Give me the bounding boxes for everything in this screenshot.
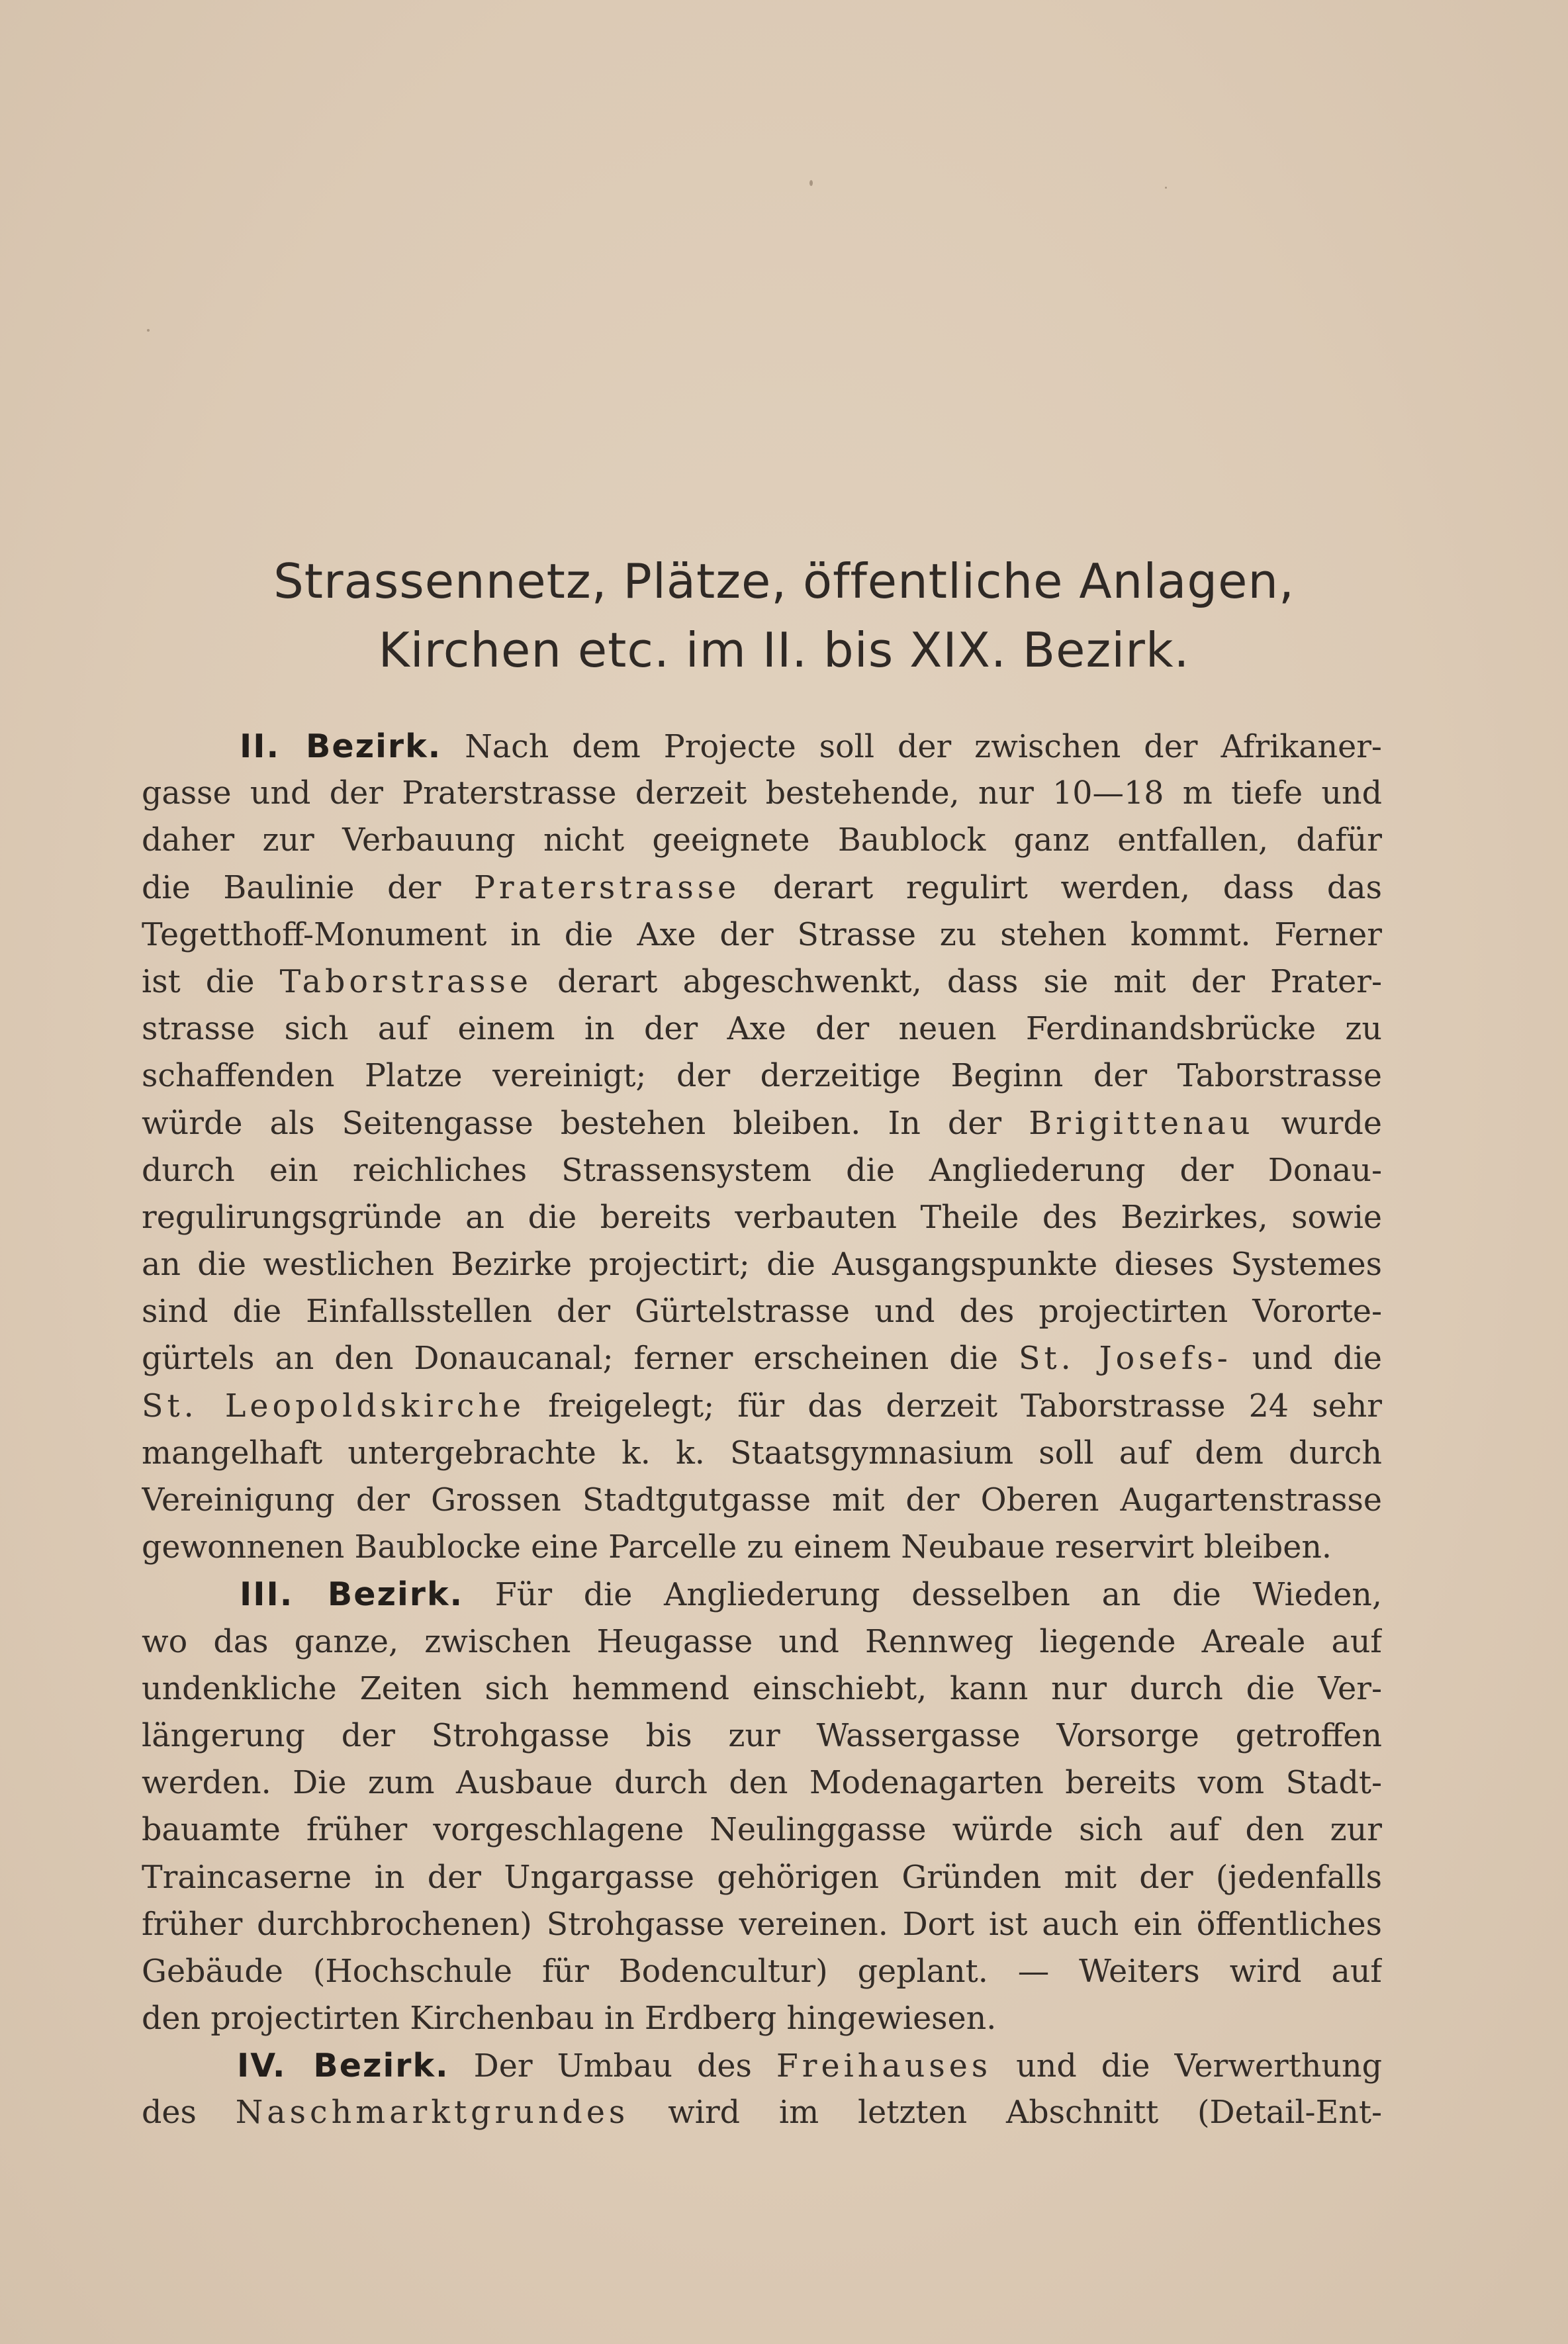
paper-speck bbox=[809, 180, 813, 186]
spaced-emphasis: Brigittenau bbox=[1029, 1105, 1254, 1142]
line-text: strasse sich auf einem in der Axe der neuen Ferdinandsbrücke zu bbox=[142, 1011, 1382, 1048]
text-line bbox=[142, 912, 1382, 959]
section-heading: III. Bezirk. bbox=[240, 1575, 464, 1614]
line-text-tail: derart abgeschwenkt, dass sie mit der Prater- bbox=[532, 963, 1382, 1000]
line-text: werden. Die zum Ausbaue durch den Modenagarten bereits vom Stadt- bbox=[142, 1765, 1382, 1802]
line-text: Gebäude (Hochschule für Bodencultur) geplant. — Weiters wird auf bbox=[142, 1953, 1382, 1990]
line-text: des bbox=[142, 2094, 236, 2132]
line-text: gewonnenen Baublocke eine Parcelle zu einem Neubaue reservirt bleiben. bbox=[142, 1529, 1332, 1566]
line-text-tail: wird im letzten Abschnitt (Detail-Ent- bbox=[629, 2094, 1382, 2132]
page-title-line-2: Kirchen etc. im II. bis XIX. Bezirk. bbox=[378, 622, 1190, 678]
line-text: sind die Einfallsstellen der Gürtelstrasse und des projectirten Vororte- bbox=[142, 1293, 1382, 1331]
text-line bbox=[142, 1712, 1382, 1759]
line-text: an die westlichen Bezirke projectirt; die Ausgangspunkte dieses Systemes bbox=[142, 1246, 1382, 1284]
line-text: regulirungsgründe an die bereits verbauten Theile des Bezirkes, sowie bbox=[142, 1199, 1382, 1236]
line-text: den projectirten Kirchenbau in Erdberg hingewiesen. bbox=[142, 2000, 997, 2038]
paper-speck bbox=[1165, 187, 1167, 189]
text-line bbox=[142, 1335, 1382, 1382]
text-line bbox=[142, 1854, 1382, 1901]
text-line bbox=[142, 770, 1382, 817]
line-text: die Baulinie der bbox=[142, 869, 474, 906]
line-text: bauamte früher vorgeschlagene Neulinggasse würde sich auf den zur bbox=[142, 1812, 1382, 1849]
text-line bbox=[142, 1665, 1382, 1712]
line-text: Für die Angliederung desselben an die Wieden, bbox=[463, 1577, 1382, 1614]
line-text: durch ein reichliches Strassensystem die Angliederung der Donau- bbox=[142, 1152, 1382, 1189]
text-line bbox=[142, 2089, 1382, 2136]
line-text: wo das ganze, zwischen Heugasse und Rennweg liegende Areale auf bbox=[142, 1623, 1382, 1660]
spaced-emphasis: Naschmarktgrundes bbox=[235, 2094, 629, 2132]
line-text: Tegetthoff-Monument in die Axe der Strasse zu stehen kommt. Ferner bbox=[142, 916, 1382, 953]
line-text-tail: und die Verwerthung bbox=[992, 2048, 1382, 2085]
text-line bbox=[142, 2042, 1382, 2089]
line-text: daher zur Verbauung nicht geeignete Baublock ganz entfallen, dafür bbox=[142, 822, 1382, 859]
line-text: undenkliche Zeiten sich hemmend einschiebt, kann nur durch die Ver- bbox=[142, 1670, 1382, 1707]
text-line bbox=[142, 1288, 1382, 1335]
text-line bbox=[142, 1524, 1382, 1571]
line-text-tail: wurde bbox=[1254, 1105, 1382, 1142]
line-text: würde als Seitengasse bestehen bleiben. In der bbox=[142, 1105, 1029, 1142]
text-line bbox=[142, 1618, 1382, 1665]
line-text: Vereinigung der Grossen Stadtgutgasse mit der Oberen Augartenstrasse bbox=[142, 1482, 1382, 1519]
paper-speck bbox=[147, 329, 150, 332]
page-title-line-1: Strassennetz, Plätze, öffentliche Anlagen, bbox=[273, 553, 1295, 609]
line-text: früher durchbrochenen) Strohgasse vereinen. Dort ist auch ein öffentliches bbox=[142, 1906, 1382, 1943]
text-line bbox=[142, 1100, 1382, 1147]
text-line bbox=[142, 865, 1382, 912]
text-line bbox=[142, 1759, 1382, 1806]
spaced-emphasis: Praterstrasse bbox=[473, 869, 741, 906]
text-line bbox=[142, 1477, 1382, 1524]
line-text: schaffenden Platze vereinigt; der derzeitige Beginn der Taborstrasse bbox=[142, 1058, 1382, 1095]
text-line bbox=[142, 1383, 1382, 1430]
spaced-emphasis: Taborstrasse bbox=[279, 963, 533, 1000]
line-text-tail: freigelegt; für das derzeit Taborstrasse 24 sehr bbox=[525, 1387, 1382, 1425]
line-text-tail: derart regulirt werden, dass das bbox=[740, 869, 1382, 906]
text-line bbox=[142, 817, 1382, 864]
text-line bbox=[142, 723, 1382, 770]
line-text: gasse und der Praterstrasse derzeit bestehende, nur 10—18 m tiefe und bbox=[142, 775, 1382, 812]
line-text: ist die bbox=[142, 963, 280, 1000]
section-heading: IV. Bezirk. bbox=[237, 2047, 449, 2085]
line-text: Traincaserne in der Ungargasse gehörigen Gründen mit der (jedenfalls bbox=[142, 1859, 1382, 1896]
text-line bbox=[142, 1995, 1382, 2042]
line-text: mangelhaft untergebrachte k. k. Staatsgymnasium soll auf dem durch bbox=[142, 1434, 1382, 1472]
spaced-emphasis: St. Leopoldskirche bbox=[142, 1387, 526, 1425]
line-text-tail: und die bbox=[1231, 1340, 1382, 1378]
text-line bbox=[142, 1147, 1382, 1194]
text-line bbox=[142, 1571, 1382, 1618]
text-line bbox=[142, 1241, 1382, 1288]
text-line bbox=[142, 959, 1382, 1006]
line-text: gürtels an den Donaucanal; ferner erscheinen die bbox=[142, 1340, 1019, 1378]
text-line bbox=[142, 1053, 1382, 1100]
line-text: längerung der Strohgasse bis zur Wassergasse Vorsorge getroffen bbox=[142, 1717, 1382, 1754]
section-heading: II. Bezirk. bbox=[240, 727, 442, 765]
text-line bbox=[142, 1948, 1382, 1995]
text-line bbox=[142, 1194, 1382, 1241]
body-text bbox=[142, 723, 1382, 2137]
line-text: Nach dem Projecte soll der zwischen der Afrikaner- bbox=[441, 729, 1382, 765]
spaced-emphasis: Freihauses bbox=[776, 2048, 992, 2085]
text-line bbox=[142, 1430, 1382, 1477]
text-line bbox=[142, 1901, 1382, 1948]
text-line bbox=[142, 1806, 1382, 1853]
text-line bbox=[142, 1006, 1382, 1053]
spaced-emphasis: St. Josefs- bbox=[1018, 1340, 1232, 1378]
line-text: Der Umbau des bbox=[449, 2048, 776, 2085]
